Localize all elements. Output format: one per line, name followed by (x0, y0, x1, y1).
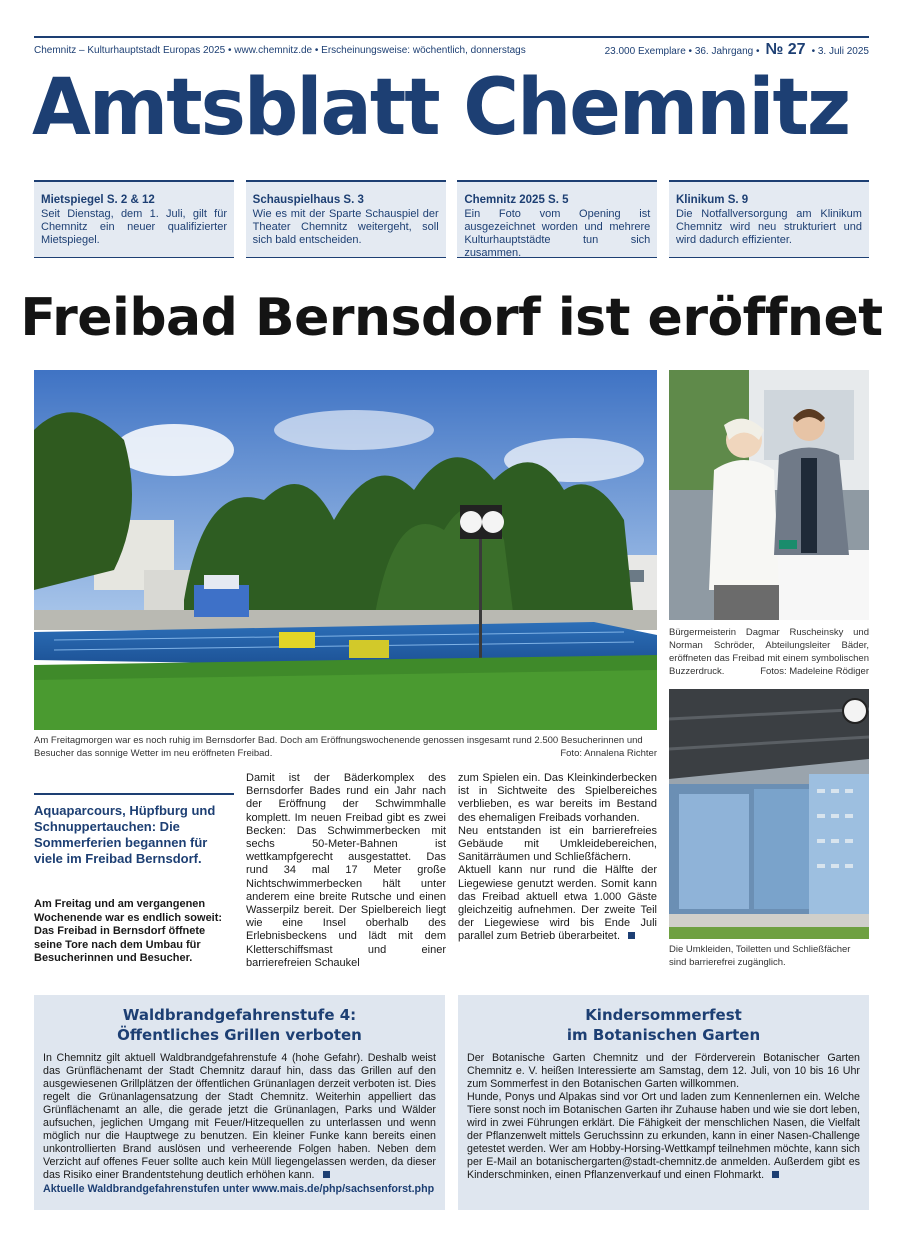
end-mark-icon (772, 1171, 779, 1178)
top-info-bar (34, 36, 869, 60)
article-column-3 (458, 772, 657, 944)
teaser-klinikum[interactable] (669, 180, 869, 258)
issue-number: № 27 (765, 41, 806, 58)
side-photo-buzzer (669, 370, 869, 620)
box2-title (467, 1005, 860, 1045)
side-photo-lockers (669, 689, 869, 939)
teaser-text: Wie es mit der Sparte Schauspiel der Theater Chemnitz weitergeht, soll sich bald entscheiden. (252, 208, 439, 246)
box-summer-festival (458, 995, 869, 1210)
end-mark-icon (628, 932, 635, 939)
box2-title-line1: Kindersommerfest (585, 1006, 742, 1024)
teaser-title: Klinikum S. 9 (675, 194, 749, 206)
article-subtitle: Aquaparcours, Hüpfburg und Schnuppertauchen: Die Sommerferien begannen für viele im Freibad Bernsdorf. (34, 793, 234, 867)
teaser-text: Ein Foto vom Opening ist ausgezeichnet worden und mehrere Kulturhauptstädte tun sich zusammen. (464, 208, 651, 259)
teaser-row (34, 180, 869, 258)
lockers-illustration (669, 689, 869, 939)
teaser-mietspiegel[interactable] (34, 180, 234, 258)
pool-illustration (34, 370, 657, 730)
box1-title (43, 1005, 436, 1045)
box2-title-line2: im Botanischen Garten (566, 1026, 761, 1044)
box1-link[interactable]: Aktuelle Waldbrandgefahrenstufen unter www.mais.de/php/sachsenforst.php (43, 1183, 435, 1195)
main-photo-caption (34, 734, 657, 760)
main-headline: Freibad Bernsdorf ist eröffnet (20, 288, 883, 348)
end-mark-icon (323, 1171, 330, 1178)
teaser-chemnitz-2025[interactable] (457, 180, 657, 258)
box2-text (467, 1052, 860, 1182)
issue-date: • 3. Juli 2025 (811, 46, 869, 57)
article-intro: Am Freitag und am vergangenen Wochenende war es endlich soweit: Das Freibad in Bernsdorf öffnete seine Tore nach dem Umbau für Besucherinnen und Besucher. (34, 898, 223, 964)
article-col3-text: zum Spielen ein. Das Kleinkinderbecken ist in Sichtweite des Spielbereiches verblieben, es war bereits im Bestand des ehemaligen Freibads vorhanden. Neu entstanden ist ein barrierefreies Gebäude mit Umkleidebereichen, Sanitärräumen und Schließfächern. Aktuell kann nur rund die Hälfte der Liegewiese genutzt werden. Somit kann das Freibad aktuell etwa 1.000 Gäste gleichzeitig aufnehmen. Der zweite Teil der Liegewiese wird bis Ende Juli parallel zum Betrieb überarbeitet. (458, 772, 657, 943)
buzzer-illustration (669, 370, 869, 620)
teaser-title: Schauspielhaus S. 3 (252, 194, 364, 206)
side-photo2-caption: Die Umkleiden, Toiletten und Schließfächer sind barrierefrei zugänglich. (669, 944, 851, 968)
main-caption-text: Am Freitagmorgen war es noch ruhig im Bernsdorfer Bad. Doch am Eröffnungswochenende genossen insgesamt rund 2.500 Besucherinnen und Besucher das sonnige Wetter im neu eröffneten Freibad. (34, 735, 643, 759)
box1-title-line2: Öffentliches Grillen verboten (117, 1026, 362, 1044)
teaser-title: Chemnitz 2025 S. 5 (464, 194, 569, 206)
side-photo1-caption (669, 626, 869, 678)
teaser-schauspielhaus[interactable] (246, 180, 446, 258)
teaser-text: Seit Dienstag, dem 1. Juli, gilt für Chemnitz ein neuer qualifizierter Mietspiegel. (41, 208, 227, 246)
copies-info: 23.000 Exemplare • 36. Jahrgang • (604, 46, 760, 57)
box2-body: Der Botanische Garten Chemnitz und der Förderverein Botanischer Garten Chemnitz e. V. heißen Interessierte am Samstag, dem 12. Juli, von 10 bis 16 Uhr zum Sommerfest in den Botanischen Garten willkommen. Hunde, Ponys und Alpakas sind vor Ort und laden zum Kennenlernen ein. Welche Tiere sonst noch im Botanischen Garten ihr Zuhause haben und wie sie dort leben, wird in zwei Führungen erklärt. Die Fähigkeit der menschlichen Nasen, die Vielfalt der Pflanzenwelt mittels Geruchssinn zu erkunden, kann in einer Nasen-Challenge getestet werden. Wer am Hobby-Horsing-Wettkampf teilnehmen möchte, kann sich per E-Mail an botanischergarten@stadt-chemnitz.de anmelden. Außerdem gibt es Kinderschminken, einen Pflanzenverkauf und einen Flohmarkt. (467, 1052, 860, 1181)
side-caption1-text: Bürgermeisterin Dagmar Ruscheinsky und Norman Schröder, Abteilungsleiter Bäder, eröffneten das Freibad mit einem symbolischen Buzzerdruck. (669, 627, 869, 677)
box1-title-line1: Waldbrandgefahrenstufe 4: (122, 1006, 357, 1024)
teaser-title: Mietspiegel S. 2 & 12 (41, 194, 155, 206)
box1-body: In Chemnitz gilt aktuell Waldbrandgefahrenstufe 4 (hohe Gefahr). Deshalb weist das Grünflächenamt der Stadt Chemnitz darauf hin, dass das Grillen auf den ausgewiesenen Grillplätzen der öffentlichen Grünanlagen derzeit verboten ist. Dies regelt die Grünanlagensatzung der Stadt Chemnitz. Weiterhin appelliert das Grünflächenamt an alle, die gerade jetzt die Grünanlagen, Parks und Wälder aufsuchen, jeglichen Umgang mit Feuer/Hitzequellen zu unterlassen und wenn möglich nur die Hauptwege zu benutzen. Ein kleiner Funke kann bereits einen unkontrollierten Brand auslösen und verheerende Folgen haben. Neben dem Verzicht auf offenes Feuer sollte auch kein Müll liegengelassen werden, da dieser das Risiko einer Brandentstehung deutlich erhöhen kann. (43, 1052, 436, 1181)
article-column-2: Damit ist der Bäderkomplex des Bernsdorfer Bades rund ein Jahr nach der Eröffnung der Schwimmhalle komplett. Im neuen Freibad gibt es zwei Becken: Das Schwimmerbecken mit sechs 50-Meter-Bahnen ist wettkampfgerecht ausgestattet. Das rund 34 mal 17 Meter große Nichtschwimmerbecken hält unter anderem eine breite Rutsche und einen Wasserpilz bereit. Der Spielbereich liegt wie eine Insel oberhalb des Erlebnisbeckens und lädt mit dem Kletterschiffsmast und einer barrierefreien Schaukel (246, 772, 446, 969)
box-fire-warning (34, 995, 445, 1210)
box1-text (43, 1052, 436, 1182)
edition-info: Chemnitz – Kulturhauptstadt Europas 2025 • www.chemnitz.de • Erscheinungsweise: wöchentlich, donnerstags (34, 45, 526, 56)
side-photo1-credit: Fotos: Madeleine Rödiger (760, 666, 869, 677)
teaser-text: Die Notfallversorgung am Klinikum Chemnitz wird neu strukturiert und wird dadurch effizienter. (675, 208, 862, 246)
main-photo-credit: Foto: Annalena Richter (560, 748, 657, 759)
issue-info (605, 41, 869, 59)
main-photo-pool (34, 370, 657, 730)
masthead-title: Amtsblatt Chemnitz (32, 63, 850, 153)
